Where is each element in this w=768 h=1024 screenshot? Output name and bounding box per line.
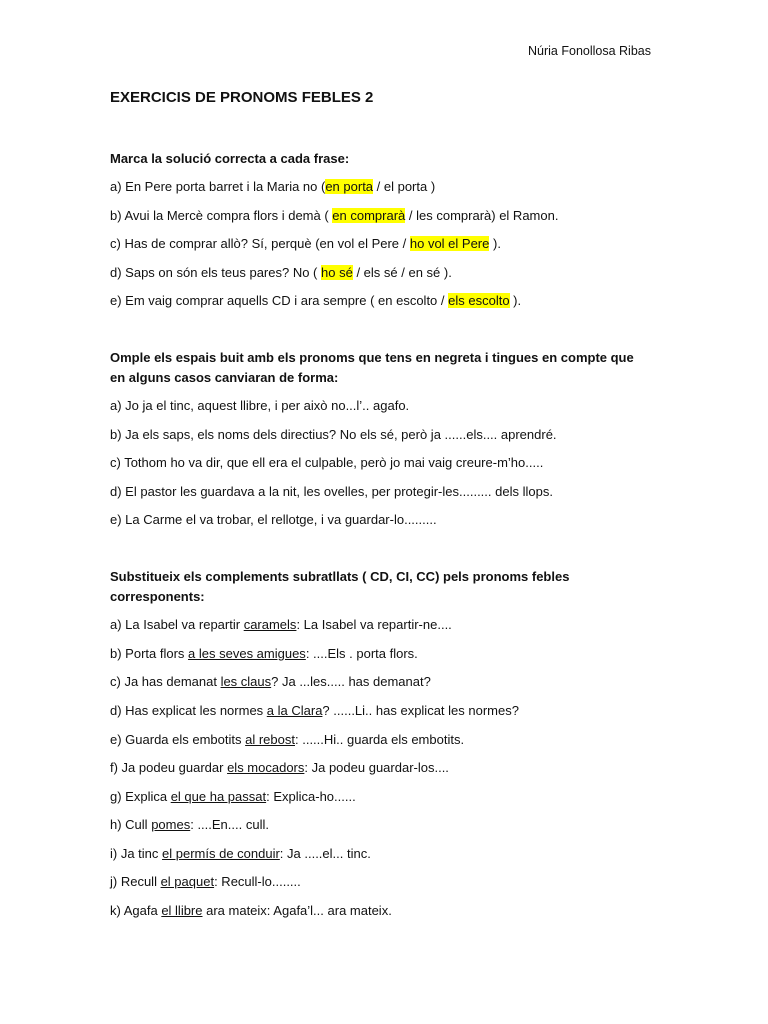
section2-item: d) El pastor les guardava a la nit, les ovelles, per protegir-les......... dels llops. <box>110 484 553 499</box>
section3-item: f) Ja podeu guardar els mocadors: Ja podeu guardar-los.... <box>110 760 449 775</box>
section2-item: c) Tothom ho va dir, que ell era el culpable, però jo mai vaig creure-m’ho..... <box>110 455 544 470</box>
section3-item: j) Recull el paquet: Recull-lo........ <box>110 874 301 889</box>
section3-item: i) Ja tinc el permís de conduir: Ja .....el... tinc. <box>110 846 371 861</box>
underlined-complement: els mocadors <box>227 760 305 775</box>
section2-heading-line1: Omple els espais buit amb els pronoms que tens en negreta i tingues en compte que <box>110 350 634 365</box>
highlighted-answer: ho vol el Pere <box>409 236 490 251</box>
section1-item: a) En Pere porta barret i la Maria no (en porta / el porta ) <box>110 179 436 194</box>
highlighted-answer: ho sé <box>321 265 353 280</box>
section3-item: a) La Isabel va repartir caramels: La Isabel va repartir-ne.... <box>110 617 452 632</box>
section2-item: a) Jo ja el tinc, aquest llibre, i per això no...l’.. agafo. <box>110 398 410 413</box>
section2-item: e) La Carme el va trobar, el rellotge, i va guardar-lo......... <box>110 512 437 527</box>
underlined-complement: el paquet <box>160 874 215 889</box>
underlined-complement: pomes <box>151 817 191 832</box>
section3-heading-line2: corresponents: <box>110 589 205 604</box>
section3-item: g) Explica el que ha passat: Explica-ho...... <box>110 789 356 804</box>
section1-item: d) Saps on són els teus pares? No ( ho sé / els sé / en sé ). <box>110 265 452 280</box>
highlighted-answer: en comprarà <box>332 208 406 223</box>
underlined-complement: a les seves amigues <box>188 646 306 661</box>
section3-item: k) Agafa el llibre ara mateix: Agafa’l... ara mateix. <box>110 903 392 918</box>
underlined-complement: caramels <box>243 617 297 632</box>
section3-item: b) Porta flors a les seves amigues: ....Els . porta flors. <box>110 646 418 661</box>
underlined-complement: al rebost <box>245 732 295 747</box>
section1-item: e) Em vaig comprar aquells CD i ara sempre ( en escolto / els escolto ). <box>110 293 522 308</box>
section3-heading-line1: Substitueix els complements subratllats ( CD, CI, CC) pels pronoms febles <box>110 569 570 584</box>
underlined-complement: el permís de conduir <box>162 846 280 861</box>
section2-item: b) Ja els saps, els noms dels directius? No els sé, però ja ......els.... aprendré. <box>110 427 557 442</box>
section3-item: e) Guarda els embotits al rebost: ......Hi.. guarda els embotits. <box>110 732 465 747</box>
section3-item: d) Has explicat les normes a la Clara? ......Li.. has explicat les normes? <box>110 703 519 718</box>
underlined-complement: les claus <box>220 674 272 689</box>
underlined-complement: el llibre <box>161 903 203 918</box>
document-title: EXERCICIS DE PRONOMS FEBLES 2 <box>110 89 374 106</box>
underlined-complement: a la Clara <box>266 703 323 718</box>
section3-item: c) Ja has demanat les claus? Ja ...les..... has demanat? <box>110 674 431 689</box>
section1-heading: Marca la solució correcta a cada frase: <box>110 151 350 166</box>
section3-item: h) Cull pomes: ....En.... cull. <box>110 817 269 832</box>
highlighted-answer: els escolto <box>448 293 510 308</box>
section1-item: c) Has de comprar allò? Sí, perquè (en vol el Pere / ho vol el Pere ). <box>110 236 501 251</box>
author-name: Núria Fonollosa Ribas <box>528 44 651 58</box>
highlighted-answer: en porta <box>325 179 374 194</box>
underlined-complement: el que ha passat <box>170 789 267 804</box>
section1-item: b) Avui la Mercè compra flors i demà ( en comprarà / les comprarà) el Ramon. <box>110 208 559 223</box>
section2-heading-line2: en alguns casos canviaran de forma: <box>110 370 339 385</box>
